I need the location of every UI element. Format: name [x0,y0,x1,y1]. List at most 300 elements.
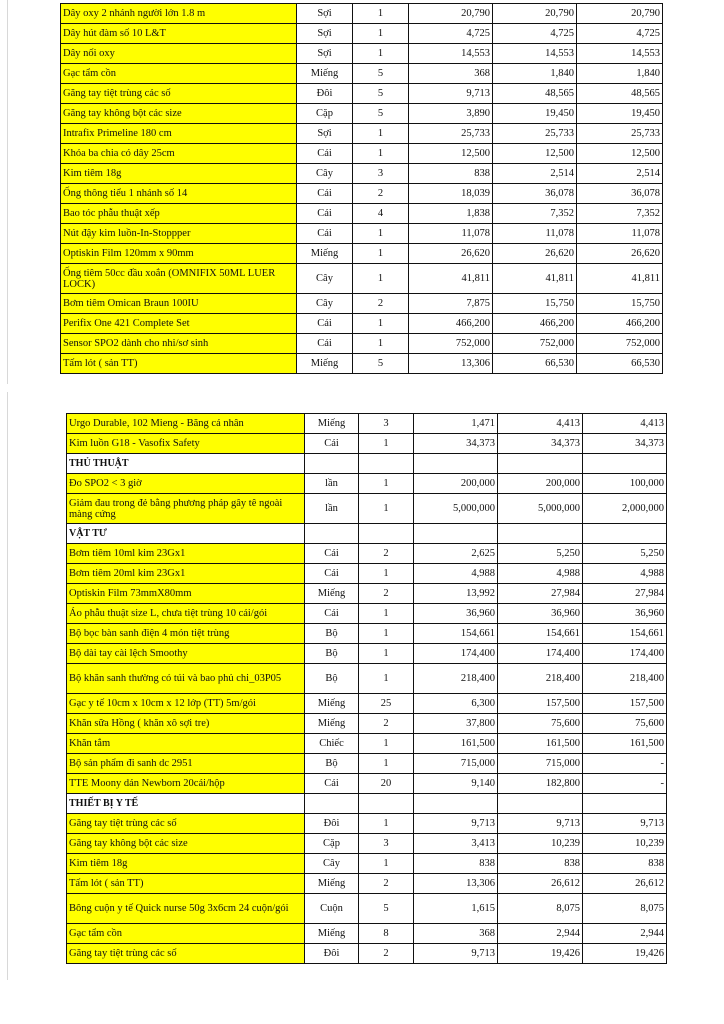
section-title: THIẾT BỊ Y TẾ [67,794,305,814]
empty-cell [583,794,667,814]
unit-cell: lần [305,474,359,494]
unit-price-cell: 26,620 [409,244,493,264]
total-amount-cell: 838 [498,854,583,874]
paid-amount-cell: 466,200 [577,314,663,334]
unit-cell: Cặp [305,834,359,854]
paid-amount-cell: 36,078 [577,184,663,204]
section-header-row [67,794,667,814]
quantity-cell: 1 [353,264,409,294]
quantity-cell: 1 [353,244,409,264]
unit-price-cell: 18,039 [409,184,493,204]
unit-cell: Cái [305,544,359,564]
unit-price-cell: 838 [414,854,498,874]
quantity-cell: 1 [353,224,409,244]
total-amount-cell: 2,944 [498,924,583,944]
paid-amount-cell: 10,239 [583,834,667,854]
empty-cell [498,524,583,544]
table-row [61,64,663,84]
total-amount-cell: 36,960 [498,604,583,624]
paid-amount-cell: 27,984 [583,584,667,604]
quantity-cell: 5 [353,354,409,374]
section-title: VẬT TƯ [67,524,305,544]
unit-price-cell: 25,733 [409,124,493,144]
unit-cell: Sợi [297,24,353,44]
unit-price-cell: 41,811 [409,264,493,294]
page-edge-top [7,0,8,384]
total-amount-cell: 20,790 [493,4,577,24]
unit-price-cell: 13,306 [414,874,498,894]
paid-amount-cell: 41,811 [577,264,663,294]
unit-price-cell: 14,553 [409,44,493,64]
unit-price-cell: 1,615 [414,894,498,924]
paid-amount-cell: 5,250 [583,544,667,564]
empty-cell [414,454,498,474]
quantity-cell: 1 [353,4,409,24]
quantity-cell: 20 [359,774,414,794]
paid-amount-cell: 11,078 [577,224,663,244]
table-row [67,474,667,494]
item-name: Nút đậy kim luồn-In-Stoppper [61,224,297,244]
table-row [67,564,667,584]
unit-cell: Chiếc [305,734,359,754]
quantity-cell: 1 [359,734,414,754]
paid-amount-cell: 9,713 [583,814,667,834]
table-row [67,874,667,894]
paid-amount-cell: 26,612 [583,874,667,894]
table-row [61,104,663,124]
table-row [67,834,667,854]
item-name: Găng tay không bột các size [67,834,305,854]
paid-amount-cell: - [583,774,667,794]
unit-price-cell: 34,373 [414,434,498,454]
table-row [61,294,663,314]
quantity-cell: 1 [359,474,414,494]
blank-page-area [0,980,724,1024]
total-amount-cell: 466,200 [493,314,577,334]
unit-price-cell: 4,988 [414,564,498,584]
paid-amount-cell: 75,600 [583,714,667,734]
unit-cell: Miếng [305,694,359,714]
section-title: THỦ THUẬT [67,454,305,474]
unit-cell: Miếng [305,714,359,734]
unit-price-cell: 9,713 [409,84,493,104]
unit-cell: Miếng [305,874,359,894]
empty-cell [305,454,359,474]
total-amount-cell: 19,426 [498,944,583,964]
item-name: Găng tay tiệt trùng các số [61,84,297,104]
unit-price-cell: 9,713 [414,944,498,964]
item-name: Sensor SPO2 dành cho nhi/sơ sinh [61,334,297,354]
quantity-cell: 1 [353,24,409,44]
paid-amount-cell: 48,565 [577,84,663,104]
total-amount-cell: 10,239 [498,834,583,854]
empty-cell [498,794,583,814]
unit-price-cell: 161,500 [414,734,498,754]
quantity-cell: 2 [359,714,414,734]
paid-amount-cell: - [583,754,667,774]
unit-cell: Bộ [305,664,359,694]
quantity-cell: 1 [359,604,414,624]
quantity-cell: 1 [353,124,409,144]
item-name: Intrafix Primeline 180 cm [61,124,297,144]
item-name: Gạc tẩm cồn [61,64,297,84]
unit-price-cell: 466,200 [409,314,493,334]
unit-cell: Cây [297,264,353,294]
total-amount-cell: 5,250 [498,544,583,564]
paid-amount-cell: 2,000,000 [583,494,667,524]
total-amount-cell: 26,612 [498,874,583,894]
table-row [67,854,667,874]
unit-price-cell: 7,875 [409,294,493,314]
table-row [67,814,667,834]
invoice-table-top [60,3,663,374]
unit-cell: Bộ [305,644,359,664]
item-name: Ống tiêm 50cc đầu xoắn (OMNIFIX 50ML LUER LOCK) [61,264,297,294]
quantity-cell: 2 [353,294,409,314]
paid-amount-cell: 154,661 [583,624,667,644]
section-header-row [67,524,667,544]
unit-price-cell: 368 [414,924,498,944]
item-name: Optiskin Film 120mm x 90mm [61,244,297,264]
unit-cell: Cái [297,184,353,204]
quantity-cell: 1 [359,564,414,584]
total-amount-cell: 4,988 [498,564,583,584]
total-amount-cell: 752,000 [493,334,577,354]
item-name: Bơm tiêm Omican Braun 100IU [61,294,297,314]
table-row [61,164,663,184]
unit-cell: Cái [297,144,353,164]
unit-price-cell: 12,500 [409,144,493,164]
paid-amount-cell: 15,750 [577,294,663,314]
total-amount-cell: 154,661 [498,624,583,644]
unit-cell: Miếng [305,584,359,604]
total-amount-cell: 12,500 [493,144,577,164]
table-row [61,244,663,264]
table-row [61,24,663,44]
empty-cell [498,454,583,474]
table-row [67,924,667,944]
table-row [67,584,667,604]
total-amount-cell: 27,984 [498,584,583,604]
total-amount-cell: 218,400 [498,664,583,694]
paid-amount-cell: 14,553 [577,44,663,64]
paid-amount-cell: 838 [583,854,667,874]
total-amount-cell: 157,500 [498,694,583,714]
quantity-cell: 5 [353,64,409,84]
item-name: Khăn sữa Hồng ( khăn xô sợi tre) [67,714,305,734]
empty-cell [305,524,359,544]
quantity-cell: 2 [359,544,414,564]
item-name: TTE Moony dán Newborn 20cái/hộp [67,774,305,794]
unit-cell: Đôi [305,944,359,964]
table-row [61,314,663,334]
item-name: Khóa ba chia có dây 25cm [61,144,297,164]
unit-price-cell: 9,140 [414,774,498,794]
unit-cell: Đôi [305,814,359,834]
total-amount-cell: 715,000 [498,754,583,774]
table-row [67,434,667,454]
unit-price-cell: 838 [409,164,493,184]
unit-price-cell: 1,471 [414,414,498,434]
unit-price-cell: 218,400 [414,664,498,694]
unit-price-cell: 6,300 [414,694,498,714]
paid-amount-cell: 34,373 [583,434,667,454]
total-amount-cell: 26,620 [493,244,577,264]
item-name: Đo SPO2 < 3 giờ [67,474,305,494]
quantity-cell: 2 [353,184,409,204]
unit-cell: Cây [297,294,353,314]
quantity-cell: 25 [359,694,414,714]
unit-cell: Cặp [297,104,353,124]
item-name: Bông cuộn y tế Quick nurse 50g 3x6cm 24 cuộn/gói [67,894,305,924]
unit-price-cell: 37,800 [414,714,498,734]
unit-cell: Cái [297,204,353,224]
item-name: Dây nối oxy [61,44,297,64]
item-name: Tấm lót ( sản TT) [61,354,297,374]
empty-cell [583,524,667,544]
paid-amount-cell: 4,725 [577,24,663,44]
paid-amount-cell: 20,790 [577,4,663,24]
table-row [67,414,667,434]
unit-cell: Đôi [297,84,353,104]
quantity-cell: 1 [353,334,409,354]
paid-amount-cell: 7,352 [577,204,663,224]
table-row [61,264,663,294]
quantity-cell: 5 [353,84,409,104]
item-name: Optiskin Film 73mmX80mm [67,584,305,604]
paid-amount-cell: 4,413 [583,414,667,434]
item-name: Bộ sản phẩm đi sanh dc 2951 [67,754,305,774]
item-name: Kim tiêm 18g [61,164,297,184]
table-row [67,944,667,964]
unit-cell: Cái [305,564,359,584]
item-name: Gạc tẩm cồn [67,924,305,944]
unit-price-cell: 154,661 [414,624,498,644]
quantity-cell: 3 [353,164,409,184]
item-name: Bao tóc phẫu thuật xếp [61,204,297,224]
unit-cell: Cái [297,314,353,334]
total-amount-cell: 34,373 [498,434,583,454]
paid-amount-cell: 19,426 [583,944,667,964]
unit-cell: Cây [305,854,359,874]
total-amount-cell: 2,514 [493,164,577,184]
item-name: Urgo Durable, 102 Mieng - Băng cá nhân [67,414,305,434]
total-amount-cell: 41,811 [493,264,577,294]
item-name: Bơm tiêm 20ml kim 23Gx1 [67,564,305,584]
empty-cell [305,794,359,814]
item-name: Găng tay tiệt trùng các số [67,944,305,964]
unit-price-cell: 200,000 [414,474,498,494]
empty-cell [583,454,667,474]
unit-price-cell: 36,960 [414,604,498,624]
table-row [67,734,667,754]
paid-amount-cell: 4,988 [583,564,667,584]
total-amount-cell: 14,553 [493,44,577,64]
quantity-cell: 1 [353,314,409,334]
item-name: Perifix One 421 Complete Set [61,314,297,334]
total-amount-cell: 15,750 [493,294,577,314]
paid-amount-cell: 19,450 [577,104,663,124]
quantity-cell: 5 [359,894,414,924]
table-row [61,334,663,354]
item-name: Bộ dài tay cài lệch Smoothy [67,644,305,664]
item-name: Găng tay không bột các size [61,104,297,124]
total-amount-cell: 25,733 [493,124,577,144]
total-amount-cell: 36,078 [493,184,577,204]
unit-cell: Miếng [297,64,353,84]
quantity-cell: 5 [353,104,409,124]
total-amount-cell: 75,600 [498,714,583,734]
total-amount-cell: 11,078 [493,224,577,244]
table-row [61,204,663,224]
total-amount-cell: 7,352 [493,204,577,224]
quantity-cell: 1 [359,664,414,694]
quantity-cell: 1 [359,644,414,664]
item-name: Gạc y tế 10cm x 10cm x 12 lớp (TT) 5m/gói [67,694,305,714]
table-row [67,494,667,524]
quantity-cell: 1 [353,44,409,64]
item-name: Giảm đau trong đẻ bằng phương pháp gây tê ngoài màng cứng [67,494,305,524]
total-amount-cell: 4,413 [498,414,583,434]
total-amount-cell: 174,400 [498,644,583,664]
unit-cell: Sợi [297,44,353,64]
paid-amount-cell: 2,944 [583,924,667,944]
table-row [61,124,663,144]
total-amount-cell: 1,840 [493,64,577,84]
paid-amount-cell: 36,960 [583,604,667,624]
quantity-cell: 1 [359,434,414,454]
empty-cell [414,794,498,814]
total-amount-cell: 161,500 [498,734,583,754]
table-row [67,754,667,774]
unit-price-cell: 3,890 [409,104,493,124]
table-row [67,894,667,924]
quantity-cell: 1 [359,814,414,834]
total-amount-cell: 200,000 [498,474,583,494]
quantity-cell: 2 [359,944,414,964]
paid-amount-cell: 12,500 [577,144,663,164]
unit-cell: Cái [305,774,359,794]
unit-cell: Cái [297,334,353,354]
unit-price-cell: 715,000 [414,754,498,774]
unit-cell: Cuộn [305,894,359,924]
quantity-cell: 8 [359,924,414,944]
unit-price-cell: 20,790 [409,4,493,24]
item-name: Bộ khăn sanh thường có túi và bao phủ chi_03P05 [67,664,305,694]
item-name: Dây oxy 2 nhánh người lớn 1.8 m [61,4,297,24]
table-row [61,224,663,244]
quantity-cell: 1 [359,754,414,774]
paid-amount-cell: 752,000 [577,334,663,354]
item-name: Kim luồn G18 - Vasofix Safety [67,434,305,454]
table-row [67,714,667,734]
unit-cell: Miếng [297,244,353,264]
item-name: Khăn tắm [67,734,305,754]
quantity-cell: 1 [359,494,414,524]
item-name: Bộ bọc bàn sanh điện 4 món tiệt trùng [67,624,305,644]
paid-amount-cell: 8,075 [583,894,667,924]
unit-price-cell: 4,725 [409,24,493,44]
table-row [61,354,663,374]
unit-price-cell: 1,838 [409,204,493,224]
item-name: Dây hút đàm số 10 L&T [61,24,297,44]
unit-price-cell: 9,713 [414,814,498,834]
unit-cell: lần [305,494,359,524]
table-row [67,604,667,624]
paid-amount-cell: 66,530 [577,354,663,374]
empty-cell [414,524,498,544]
unit-price-cell: 13,992 [414,584,498,604]
table-row [67,644,667,664]
total-amount-cell: 4,725 [493,24,577,44]
table-row [67,544,667,564]
quantity-cell: 3 [359,414,414,434]
paid-amount-cell: 157,500 [583,694,667,714]
table-row [61,84,663,104]
unit-price-cell: 752,000 [409,334,493,354]
section-header-row [67,454,667,474]
paid-amount-cell: 218,400 [583,664,667,694]
unit-price-cell: 368 [409,64,493,84]
quantity-cell: 3 [359,834,414,854]
item-name: Bơm tiêm 10ml kim 23Gx1 [67,544,305,564]
quantity-cell: 1 [359,624,414,644]
quantity-cell: 1 [353,144,409,164]
paid-amount-cell: 1,840 [577,64,663,84]
unit-cell: Bộ [305,624,359,644]
unit-cell: Cái [305,604,359,624]
quantity-cell: 2 [359,584,414,604]
unit-cell: Cái [297,224,353,244]
unit-cell: Sợi [297,124,353,144]
invoice-table-bottom [66,413,667,964]
unit-cell: Bộ [305,754,359,774]
unit-price-cell: 11,078 [409,224,493,244]
total-amount-cell: 48,565 [493,84,577,104]
unit-price-cell: 174,400 [414,644,498,664]
unit-price-cell: 5,000,000 [414,494,498,524]
total-amount-cell: 19,450 [493,104,577,124]
paid-amount-cell: 161,500 [583,734,667,754]
paid-amount-cell: 2,514 [577,164,663,184]
table-row [61,44,663,64]
paid-amount-cell: 25,733 [577,124,663,144]
item-name: Găng tay tiệt trùng các số [67,814,305,834]
unit-cell: Sợi [297,4,353,24]
empty-cell [359,454,414,474]
table-row [67,664,667,694]
unit-cell: Miếng [297,354,353,374]
unit-cell: Miếng [305,924,359,944]
table-row [61,4,663,24]
item-name: Kim tiêm 18g [67,854,305,874]
quantity-cell: 1 [359,854,414,874]
empty-cell [359,524,414,544]
total-amount-cell: 66,530 [493,354,577,374]
item-name: Áo phẫu thuật size L, chưa tiệt trùng 10 cái/gói [67,604,305,624]
total-amount-cell: 9,713 [498,814,583,834]
table-row [61,144,663,164]
unit-price-cell: 3,413 [414,834,498,854]
paid-amount-cell: 26,620 [577,244,663,264]
total-amount-cell: 182,800 [498,774,583,794]
table-row [67,774,667,794]
paid-amount-cell: 174,400 [583,644,667,664]
unit-cell: Miếng [305,414,359,434]
total-amount-cell: 8,075 [498,894,583,924]
unit-cell: Cây [297,164,353,184]
quantity-cell: 2 [359,874,414,894]
